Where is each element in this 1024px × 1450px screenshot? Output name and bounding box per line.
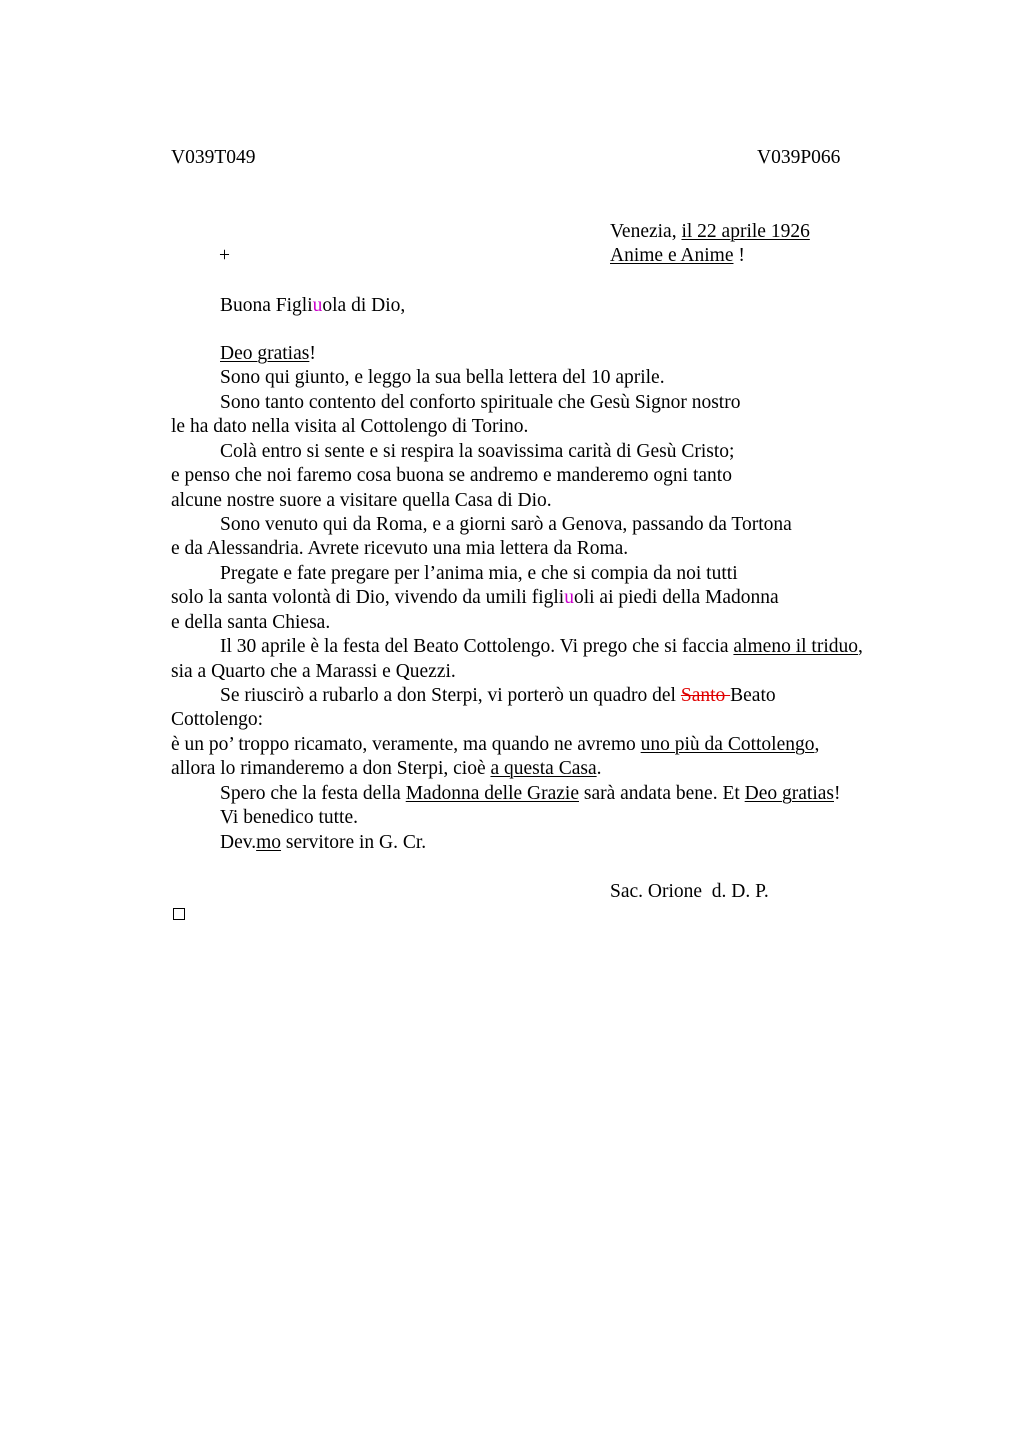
inserted-letter: u [564, 587, 574, 608]
body-line: e da Alessandria. Avrete ricevuto una mia lettera da Roma. [171, 538, 629, 559]
deo-gratias: Deo gratias [220, 343, 310, 364]
motto [610, 244, 745, 268]
body-line: le ha dato nella visita al Cottolengo di Torino. [171, 416, 529, 437]
underlined-text: Deo gratias [744, 783, 834, 804]
text-segment: è un po’ troppo ricamato, veramente, ma quando ne avremo [171, 734, 641, 755]
text-segment: servitore in G. Cr. [281, 832, 427, 853]
inserted-letter: u [312, 295, 323, 316]
text-segment: oli ai piedi della Madonna [573, 587, 779, 608]
body-line: Pregate e fate pregare per l’anima mia, e che si compia da noi tutti [220, 563, 738, 584]
body-line: Sono venuto qui da Roma, e a giorni sarò a Genova, passando da Tortona [220, 514, 792, 535]
text-segment: Dev. [220, 832, 257, 853]
underlined-text: Madonna delle Grazie [405, 783, 579, 804]
salutation-part: Buona Figli [220, 295, 313, 316]
punctuation: ! [309, 343, 316, 364]
dateline [610, 220, 810, 244]
deleted-word: Santo [680, 685, 731, 706]
underlined-text: mo [256, 832, 282, 853]
signature: Sac. Orione d. D. P. [610, 881, 769, 902]
body-line [171, 733, 819, 757]
punctuation: , [814, 734, 820, 755]
text-segment: Beato [730, 685, 776, 706]
text-segment: Se riuscirò a rubarlo a don Sterpi, vi porterò un quadro del [220, 685, 681, 706]
text-segment: solo la santa volontà di Dio, vivendo da umili figli [171, 587, 565, 608]
dateline-place: Venezia, [610, 221, 682, 242]
document-code-right: V039P066 [757, 147, 841, 168]
body-line [220, 782, 841, 806]
motto-text: Anime e Anime [610, 245, 734, 266]
punctuation: . [596, 758, 602, 779]
body-line: e della santa Chiesa. [171, 612, 331, 633]
punctuation: , [857, 636, 863, 657]
text-segment: allora lo rimanderemo a don Sterpi, cioè [171, 758, 491, 779]
end-square-icon [173, 908, 185, 920]
body-line: sia a Quarto che a Marassi e Quezzi. [171, 661, 456, 682]
body-line [171, 757, 602, 781]
body-line [220, 342, 316, 366]
body-line: Cottolengo: [171, 709, 264, 730]
underlined-text: almeno il triduo [733, 636, 858, 657]
body-line: Sono qui giunto, e leggo la sua bella lettera del 10 aprile. [220, 367, 665, 388]
cross-symbol: + [219, 245, 230, 266]
body-line: e penso che noi faremo cosa buona se andremo e manderemo ogni tanto [171, 465, 732, 486]
body-line: Vi benedico tutte. [220, 807, 358, 828]
dateline-date: il 22 aprile 1926 [681, 221, 810, 242]
document-code-left: V039T049 [171, 147, 256, 168]
salutation [220, 294, 405, 318]
body-line: Colà entro si sente e si respira la soavissima carità di Gesù Cristo; [220, 441, 735, 462]
body-line [220, 831, 426, 855]
salutation-part: ola di Dio, [322, 295, 406, 316]
punctuation: ! [834, 783, 841, 804]
motto-tail: ! [733, 245, 745, 266]
body-line: Sono tanto contento del conforto spirituale che Gesù Signor nostro [220, 392, 741, 413]
body-line [220, 684, 776, 708]
text-segment: sarà andata bene. Et [578, 783, 745, 804]
text-segment: Spero che la festa della [220, 783, 406, 804]
text-segment: Il 30 aprile è la festa del Beato Cottolengo. Vi prego che si faccia [220, 636, 734, 657]
underlined-text: a questa Casa [490, 758, 597, 779]
body-line [220, 635, 863, 659]
underlined-text: uno più da Cottolengo [640, 734, 815, 755]
body-line: alcune nostre suore a visitare quella Casa di Dio. [171, 490, 552, 511]
body-line [171, 586, 779, 610]
